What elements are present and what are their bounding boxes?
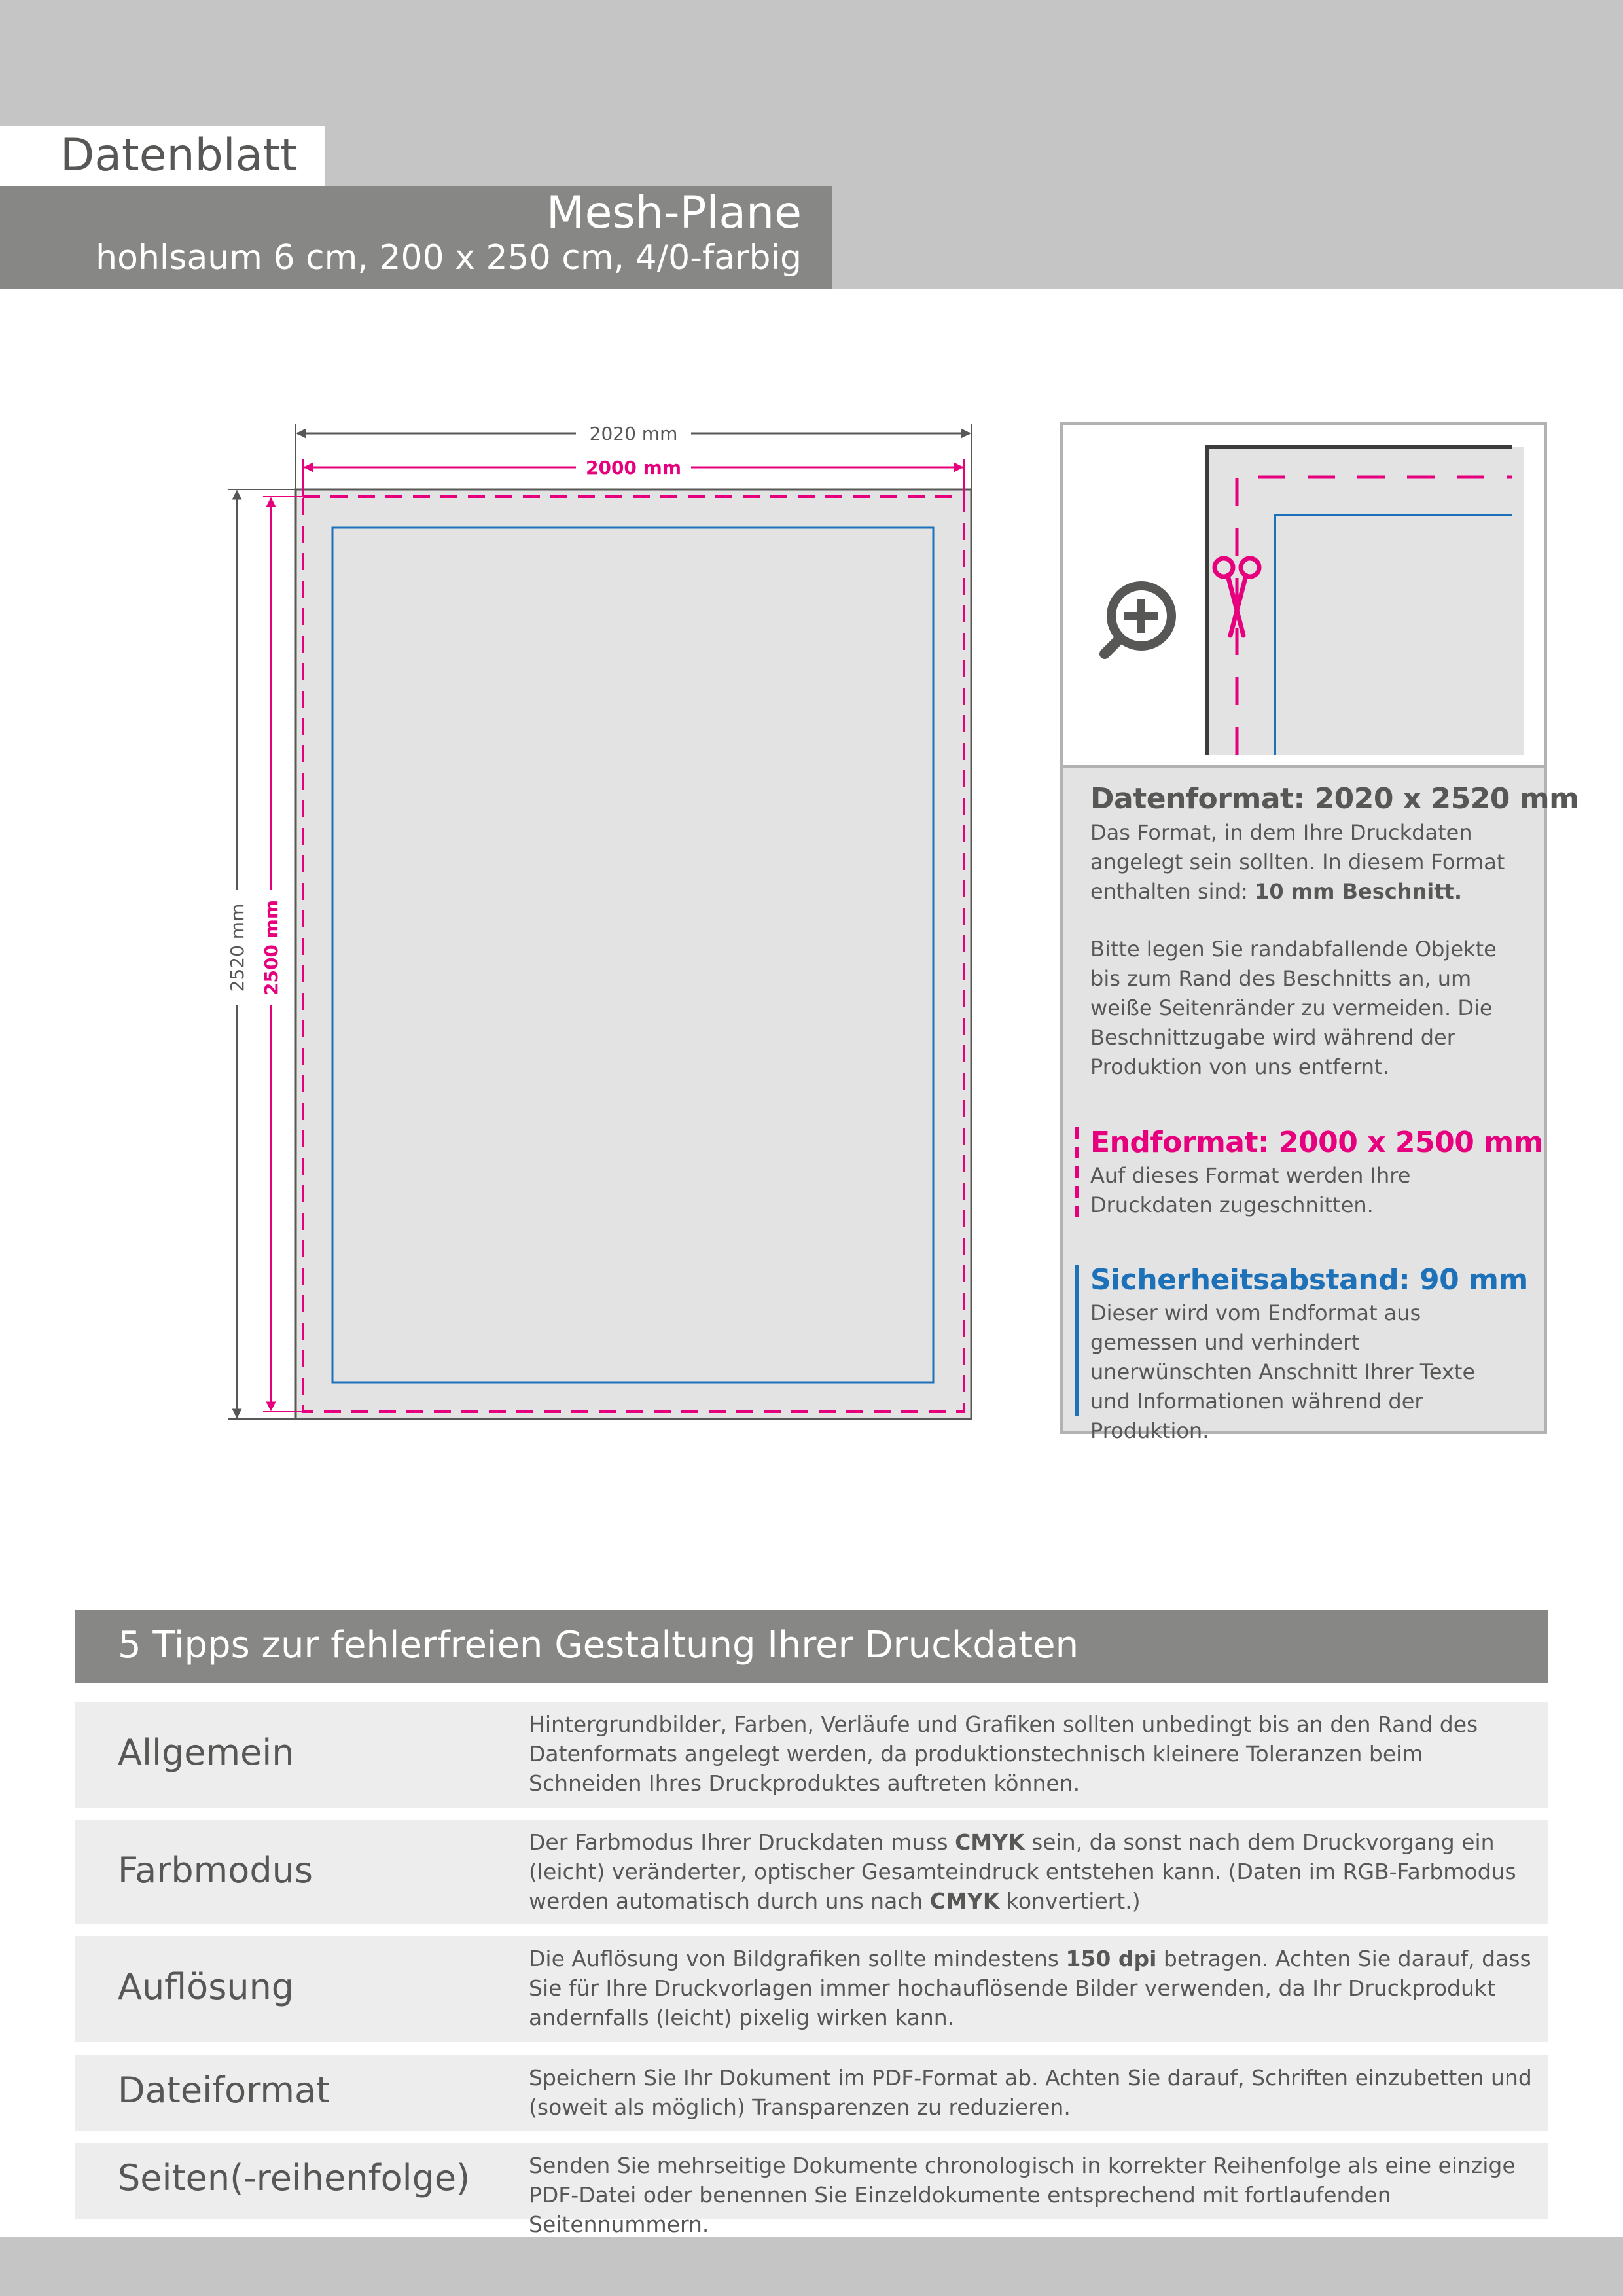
tip-text-part: sein, da sonst nach dem Druckvorgang ein (leicht) veränderter, optischer Gesamteindruck entstehen kann. (Daten im RGB-Farbmodus werden automatisch durch uns nach (529, 1829, 1516, 1914)
tip-label: Dateiformat (118, 2070, 330, 2111)
tip-text-part: konvertiert.) (999, 1888, 1141, 1914)
data-format-text (1090, 818, 1509, 906)
format-diagram (209, 406, 995, 1440)
safety-text: Dieser wird vom Endformat aus gemessen und verhindert unerwünschten Anschnitt Ihrer Texte und Informationen während der Produktion. (1090, 1300, 1476, 1443)
tip-row-aufloesung (75, 1936, 1548, 2042)
zoom-detail-box (1060, 422, 1547, 768)
tips-title: 5 Tipps zur fehlerfreien Gestaltung Ihrer Druckdaten (118, 1624, 1079, 1666)
doc-type-label: Datenblatt (60, 130, 298, 181)
tip-label: Allgemein (118, 1732, 294, 1773)
tip-text (529, 1827, 1537, 1916)
tip-text: Hintergrundbilder, Farben, Verläufe und Grafiken sollten unbedingt bis an den Rand des Datenformats angelegt werden, da produktionstechnisch kleinere Toleranzen beim Schneiden Ihres Druckproduktes auftreten können. (529, 1712, 1478, 1796)
final-width-label: 2000 mm (585, 457, 682, 478)
bleed-instructions: Bitte legen Sie randabfallende Objekte bis zum Rand des Beschnitts an, um weiße Seitenränder zu vermeiden. Die Beschnittzugabe wird während der Produktion von uns entfernt. (1090, 937, 1497, 1079)
final-height-label: 2500 mm (260, 899, 282, 996)
tip-text-bold: CMYK (929, 1888, 1000, 1914)
data-format-area (296, 490, 971, 1419)
tip-text-bold: 150 dpi (1065, 1946, 1157, 1971)
end-format-title: Endformat: 2000 x 2500 mm (1090, 1126, 1543, 1159)
zoom-in-icon (1105, 586, 1171, 654)
data-width-label: 2020 mm (589, 423, 678, 444)
product-title: Mesh-Plane (546, 187, 802, 239)
tip-text: Speichern Sie Ihr Dokument im PDF-Format ab. Achten Sie darauf, Schriften einzubetten und (soweit als möglich) Transparenzen zu reduzieren. (529, 2065, 1532, 2120)
tip-text: Senden Sie mehrseitige Dokumente chronologisch in korrekter Reihenfolge als eine einzige PDF-Datei oder benennen Sie Einzeldokumente entsprechend mit fortlaufenden Seitennummern. (529, 2153, 1516, 2237)
tip-label: Auflösung (118, 1966, 294, 2007)
tip-row-allgemein (75, 1702, 1548, 1808)
tip-row-farbmodus (75, 1820, 1548, 1924)
tip-text (529, 1944, 1537, 2032)
safety-title: Sicherheitsabstand: 90 mm (1090, 1263, 1528, 1297)
tip-row-seiten (75, 2143, 1548, 2237)
end-format-marker (1075, 1127, 1079, 1219)
product-subtitle: hohlsaum 6 cm, 200 x 250 cm, 4/0-farbig (96, 238, 802, 278)
tip-text-part: Der Farbmodus Ihrer Druckdaten muss (529, 1829, 955, 1855)
tip-row-dateiformat (75, 2055, 1548, 2131)
safety-marker (1075, 1265, 1079, 1416)
tip-text-part: Die Auflösung von Bildgrafiken sollte mindestens (529, 1946, 1066, 1971)
tip-label: Seiten(-reihenfolge) (118, 2157, 471, 2198)
data-height-label: 2520 mm (226, 903, 248, 992)
tip-label: Farbmodus (118, 1850, 313, 1891)
tip-text-part: betragen. Achten Sie darauf, dass Sie für Ihre Druckvorlagen immer hochauflösende Bilder verwenden, da Ihr Druckprodukt andernfalls (leicht) pixelig wirken kann. (529, 1946, 1531, 2030)
footer-band (0, 2237, 1623, 2296)
data-format-text-part: Das Format, in dem Ihre Druckdaten angelegt sein sollten. In diesem Format enthalten sind: (1090, 820, 1505, 904)
data-format-title: Datenformat: 2020 x 2520 mm (1090, 782, 1579, 816)
end-format-text: Auf dieses Format werden Ihre Druckdaten zugeschnitten. (1090, 1163, 1411, 1217)
bleed-emphasis: 10 mm Beschnitt. (1255, 879, 1462, 904)
tip-text-bold: CMYK (955, 1829, 1025, 1855)
